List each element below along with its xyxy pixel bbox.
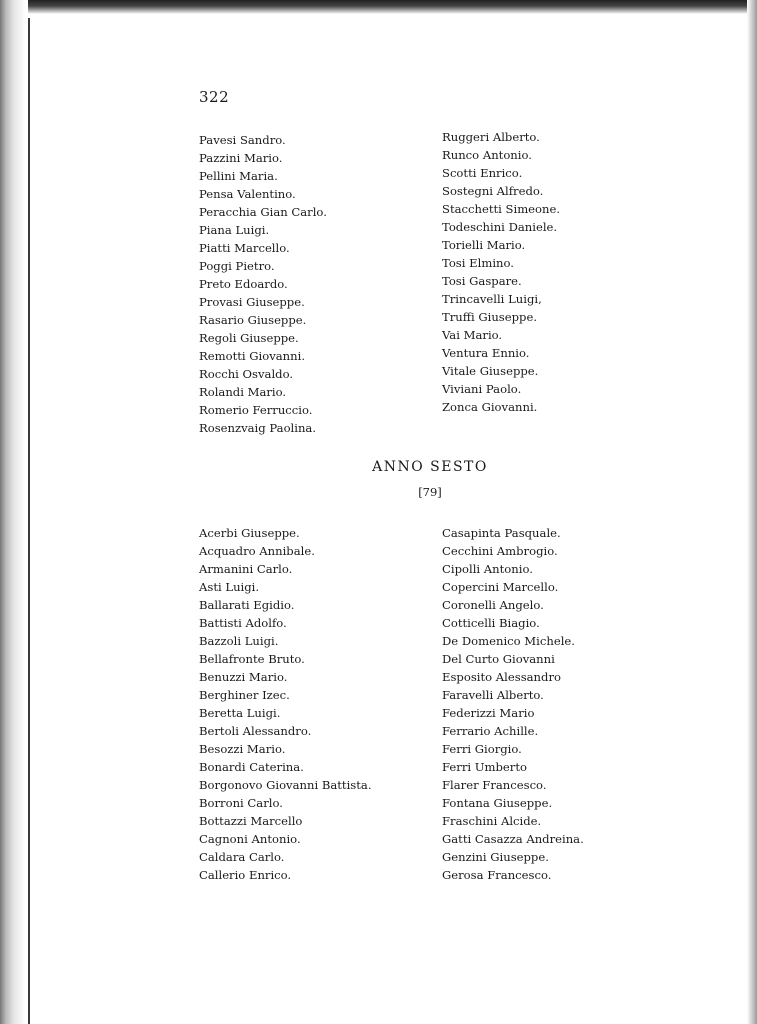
name-entry: Callerio Enrico. xyxy=(199,868,292,882)
name-entry: Cipolli Antonio. xyxy=(442,562,533,576)
name-entry: Gatti Casazza Andreina. xyxy=(442,832,584,846)
section2-left-column xyxy=(199,524,372,884)
name-entry: Coronelli Angelo. xyxy=(442,598,544,612)
section1-right-column xyxy=(442,128,560,416)
name-entry: Genzini Giuseppe. xyxy=(442,850,549,864)
name-entry: Cotticelli Biagio. xyxy=(442,616,540,630)
name-entry: Besozzi Mario. xyxy=(199,742,286,756)
name-entry: Caldara Carlo. xyxy=(199,850,285,864)
name-entry: Tosi Gaspare. xyxy=(442,274,522,288)
name-entry: Piana Luigi. xyxy=(199,223,270,237)
name-entry: Ballarati Egidio. xyxy=(199,598,295,612)
name-entry: Federizzi Mario xyxy=(442,706,535,720)
name-entry: Truffi Giuseppe. xyxy=(442,310,538,324)
name-entry: Trincavelli Luigi, xyxy=(442,292,542,306)
name-entry: Rolandi Mario. xyxy=(199,385,287,399)
name-entry: Ferrario Achille. xyxy=(442,724,539,738)
name-entry: Bazzoli Luigi. xyxy=(199,634,279,648)
name-entry: Beretta Luigi. xyxy=(199,706,281,720)
name-entry: Tosi Elmino. xyxy=(442,256,514,270)
name-entry: Runco Antonio. xyxy=(442,148,532,162)
name-entry: Esposito Alessandro xyxy=(442,670,561,684)
name-entry: Pensa Valentino. xyxy=(199,187,296,201)
name-entry: Piatti Marcello. xyxy=(199,241,290,255)
name-entry: Pavesi Sandro. xyxy=(199,133,286,147)
section-heading: ANNO SESTO xyxy=(372,459,488,475)
section-count: [79] xyxy=(418,485,442,499)
name-entry: Borgonovo Giovanni Battista. xyxy=(199,778,372,792)
name-entry: Asti Luigi. xyxy=(199,580,260,594)
name-entry: Bertoli Alessandro. xyxy=(199,724,312,738)
name-entry: Pellini Maria. xyxy=(199,169,278,183)
binding-line xyxy=(28,18,30,1024)
name-entry: Bellafronte Bruto. xyxy=(199,652,305,666)
name-entry: Vai Mario. xyxy=(442,328,503,342)
name-entry: Armanini Carlo. xyxy=(199,562,293,576)
name-entry: Flarer Francesco. xyxy=(442,778,547,792)
page-right-edge xyxy=(747,0,757,1024)
name-entry: Borroni Carlo. xyxy=(199,796,283,810)
name-entry: Bottazzi Marcello xyxy=(199,814,303,828)
name-entry: Preto Edoardo. xyxy=(199,277,288,291)
name-entry: Peracchia Gian Carlo. xyxy=(199,205,327,219)
name-entry: Cecchini Ambrogio. xyxy=(442,544,558,558)
name-entry: Torielli Mario. xyxy=(442,238,526,252)
name-entry: Ferri Umberto xyxy=(442,760,527,774)
name-entry: Berghiner Izec. xyxy=(199,688,290,702)
name-entry: Sostegni Alfredo. xyxy=(442,184,544,198)
book-binding-edge xyxy=(0,0,28,1024)
name-entry: Ventura Ennio. xyxy=(442,346,530,360)
section1-left-column xyxy=(199,131,327,437)
name-entry: Acquadro Annibale. xyxy=(199,544,315,558)
name-entry: Todeschini Daniele. xyxy=(442,220,558,234)
name-entry: Del Curto Giovanni xyxy=(442,652,555,666)
name-entry: Faravelli Alberto. xyxy=(442,688,544,702)
name-entry: Bonardi Caterina. xyxy=(199,760,304,774)
name-entry: Gerosa Francesco. xyxy=(442,868,552,882)
page-number: 322 xyxy=(199,88,230,106)
page-top-edge xyxy=(0,0,757,14)
name-entry: De Domenico Michele. xyxy=(442,634,575,648)
name-entry: Fontana Giuseppe. xyxy=(442,796,553,810)
name-entry: Ferri Giorgio. xyxy=(442,742,522,756)
name-entry: Zonca Giovanni. xyxy=(442,400,538,414)
name-entry: Viviani Paolo. xyxy=(442,382,522,396)
name-entry: Stacchetti Simeone. xyxy=(442,202,561,216)
name-entry: Rasario Giuseppe. xyxy=(199,313,307,327)
section2-right-column xyxy=(442,524,584,884)
name-entry: Rocchi Osvaldo. xyxy=(199,367,294,381)
name-entry: Provasi Giuseppe. xyxy=(199,295,305,309)
name-entry: Pazzini Mario. xyxy=(199,151,283,165)
name-entry: Cagnoni Antonio. xyxy=(199,832,301,846)
name-entry: Benuzzi Mario. xyxy=(199,670,288,684)
name-entry: Remotti Giovanni. xyxy=(199,349,306,363)
name-entry: Copercini Marcello. xyxy=(442,580,559,594)
name-entry: Poggi Pietro. xyxy=(199,259,275,273)
name-entry: Ruggeri Alberto. xyxy=(442,130,540,144)
name-entry: Acerbi Giuseppe. xyxy=(199,526,300,540)
name-entry: Fraschini Alcide. xyxy=(442,814,542,828)
name-entry: Vitale Giuseppe. xyxy=(442,364,539,378)
name-entry: Rosenzvaig Paolina. xyxy=(199,421,317,435)
name-entry: Battisti Adolfo. xyxy=(199,616,287,630)
name-entry: Regoli Giuseppe. xyxy=(199,331,299,345)
name-entry: Romerio Ferruccio. xyxy=(199,403,313,417)
name-entry: Casapinta Pasquale. xyxy=(442,526,561,540)
name-entry: Scotti Enrico. xyxy=(442,166,523,180)
